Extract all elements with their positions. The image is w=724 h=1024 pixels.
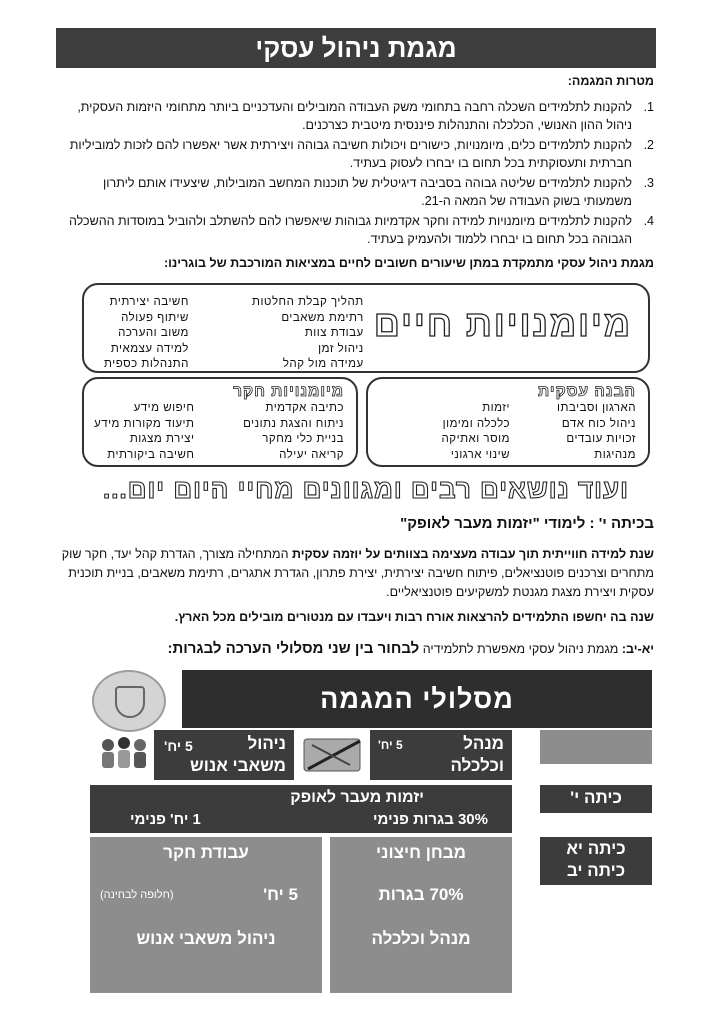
business-item: הארגון וסביבתו <box>557 402 636 414</box>
business-item: זכויות עובדים <box>566 433 636 445</box>
grade11-label: כיתה יא <box>566 839 626 858</box>
business-item: מנהיגות <box>594 448 636 461</box>
grade11-lead: יא-יב: <box>621 642 654 656</box>
business-item: שינוי ארגוני <box>450 448 510 461</box>
school-logo <box>92 670 166 732</box>
business-item: מוסר ואתיקה <box>441 433 510 445</box>
research-title: מיומנויות חקר <box>233 383 344 400</box>
business-item: יזמות <box>482 402 510 414</box>
business-title: הבנה עסקית <box>538 383 636 400</box>
track-hr <box>154 730 294 780</box>
goal-number: 1. <box>643 100 654 114</box>
research-col2 <box>94 401 194 463</box>
goal-text: להקנות לתלמידים השכלה רחבה בתחומי משק העבודה המובילים והעדכניים ביותר מתחומי היזמות העסקית, ניהול ההון האנושי, הכלכלה והתנהלות פיננסית מיטבית כצרכנים. <box>77 100 632 132</box>
research-item: ניתוח והצגת נתונים <box>243 417 344 430</box>
guest-lectures-line: שנה בה יחשפו התלמידים להרצאות אורח רבות ויעבדו עם מנטורים מובילים מכל הארץ. <box>174 610 654 624</box>
entrepreneurship-row <box>90 785 512 833</box>
track-hr-units: 5 יח' <box>164 738 193 754</box>
skill-item: עמידה מול קהל <box>282 358 364 370</box>
research-item: יצירת מצגות <box>129 433 195 445</box>
external-exam-title: מבחן חיצוני <box>376 843 466 862</box>
grade11-mid: מגמת ניהול עסקי מאפשרת לתלמידיה <box>419 642 622 656</box>
goal-text: להקנות לתלמידים מיומנויות למידה וחקר אקדמיות גבוהות שיאפשרו להם להשתלב ולהוביל במוסדות ההשכלה הגבוהה בכל תחום בו יבחרו ללמוד ולהעמיק בעתיד. <box>69 214 632 246</box>
shield-icon <box>115 686 145 718</box>
research-work-subject: ניהול משאבי אנוש <box>136 929 276 948</box>
skill-item: עבודת צוות <box>304 327 364 339</box>
research-item: חיפוש מידע <box>133 402 195 414</box>
goal-number: 3. <box>643 176 654 190</box>
goals-list <box>60 98 654 250</box>
business-item: ניהול כוח אדם <box>561 417 636 430</box>
skill-item: התנהלות כספית <box>104 358 189 370</box>
grade1112-label-cell <box>540 837 652 885</box>
research-item: כתיבה אקדמית <box>265 402 344 414</box>
grade11-choice: לבחור בין שני מסלולי הערכה לבגרות: <box>167 640 420 657</box>
track-hr-name2: משאבי אנוש <box>190 756 286 775</box>
track-economics-name1: מנהל <box>463 734 504 753</box>
business-box <box>366 377 650 467</box>
grade10-description-rest: המתחילה מצורך, הגדרת קהל יעד, חקר שוק מתחרים וצרכנים פוטנציאלים, פיתוח חשיבה יצירתית, יצירת פתרון, הגדרת אתגרים, רתימת משאבים, בניית תוכנית עסקית ויצירת מצגת מגנטת למשקיעים פוטנציאליים. <box>61 547 654 599</box>
business-item: כלכלה ומימון <box>442 417 510 430</box>
external-exam-percent: 70% בגרות <box>378 885 464 904</box>
research-box <box>82 377 358 467</box>
research-item: תיעוד מקורות מידע <box>94 417 195 430</box>
grade10-label: כיתה י' <box>570 788 622 807</box>
track-economics-name2: וכלכלה <box>450 756 504 775</box>
research-work-note: (חלופה לבחינה) <box>100 889 174 901</box>
goal-text: להקנות לתלמידים שליטה גבוהה בסביבה דיגיטלית של תוכנות המחשב המובילות, שיצעידו אותם ליתרון משמעותי בשוק העבודה של המאה ה-21. <box>103 176 632 208</box>
skill-item: רתימת משאבים <box>281 311 364 324</box>
skill-item: תהליך קבלת החלטות <box>252 296 364 308</box>
people-icon <box>98 733 150 775</box>
track-economics-units: 5 יח' <box>378 738 403 752</box>
goal-item <box>60 174 654 210</box>
track-hr-name1: ניהול <box>247 734 286 753</box>
research-item: חשיבה ביקורתית <box>107 448 195 461</box>
life-skills-col1 <box>252 295 364 373</box>
external-exam-subject: מנהל וכלכלה <box>371 929 471 948</box>
grade10-line: בכיתה י' : לימודי "יזמות מעבר לאופק" <box>400 515 654 532</box>
research-work-title: עבודת חקר <box>163 843 249 862</box>
entrepreneurship-external: 30% בגרות פנימי <box>373 811 488 828</box>
skill-item: ניהול זמן <box>318 342 364 355</box>
business-col2 <box>557 401 636 463</box>
entrepreneurship-title: יזמות מעבר לאופק <box>290 789 424 806</box>
calculator-pen-icon <box>300 733 366 775</box>
research-item: קריאה יעילה <box>279 448 344 461</box>
page-title: מגמת ניהול עסקי <box>56 28 656 68</box>
entrepreneurship-internal: 1 יח' פנימי <box>130 811 201 828</box>
life-skills-box <box>82 283 650 373</box>
more-topics-banner: ועוד נושאים רבים ומגוונים מחיי היום יום... <box>103 474 629 504</box>
grade10-description <box>56 545 654 602</box>
skill-item: משוב והערכה <box>118 327 189 339</box>
goal-item <box>60 212 654 248</box>
tracks-title: מסלולי המגמה <box>182 670 652 728</box>
life-skills-title: מיומנויות חיים <box>373 303 632 344</box>
research-work-units: 5 יח' <box>263 885 298 904</box>
grade10-description-bold: שנת למידה חווייתית תוך עבודה מעצימה בצוותים על יוזמה עסקית <box>292 547 654 561</box>
research-item: בניית כלי מחקר <box>262 433 344 445</box>
goal-item <box>60 136 654 172</box>
focus-line: מגמת ניהול עסקי מתמקדת במתן שיעורים חשובים לחיים במציאות המורכבת של בוגרינו: <box>163 256 654 270</box>
skill-item: חשיבה יצירתית <box>109 296 189 308</box>
skill-item: למידה עצמאית <box>110 342 189 355</box>
goal-text: להקנות לתלמידים כלים, מיומנויות, כישורים ויכולות חשיבה גבוהה ויצירתית אשר יאפשרו להם לזכות למוביליות חברתית ותעסוקתית בכל תחום בו יבחרו לעסוק בעתיד. <box>69 138 632 170</box>
goal-number: 2. <box>643 138 654 152</box>
grade12-label: כיתה יב <box>566 861 626 880</box>
goal-number: 4. <box>643 214 654 228</box>
skill-item: שיתוף פעולה <box>121 311 189 324</box>
external-exam-column <box>330 837 512 993</box>
grade11-line <box>168 640 655 657</box>
side-blank-cell <box>540 730 652 764</box>
goals-heading: מטרות המגמה: <box>567 74 654 88</box>
research-col1 <box>243 401 344 463</box>
grade10-label-cell <box>540 785 652 813</box>
track-economics <box>370 730 512 780</box>
life-skills-col2 <box>104 295 189 373</box>
goal-item <box>60 98 654 134</box>
research-work-column <box>90 837 322 993</box>
business-col1 <box>442 401 510 463</box>
